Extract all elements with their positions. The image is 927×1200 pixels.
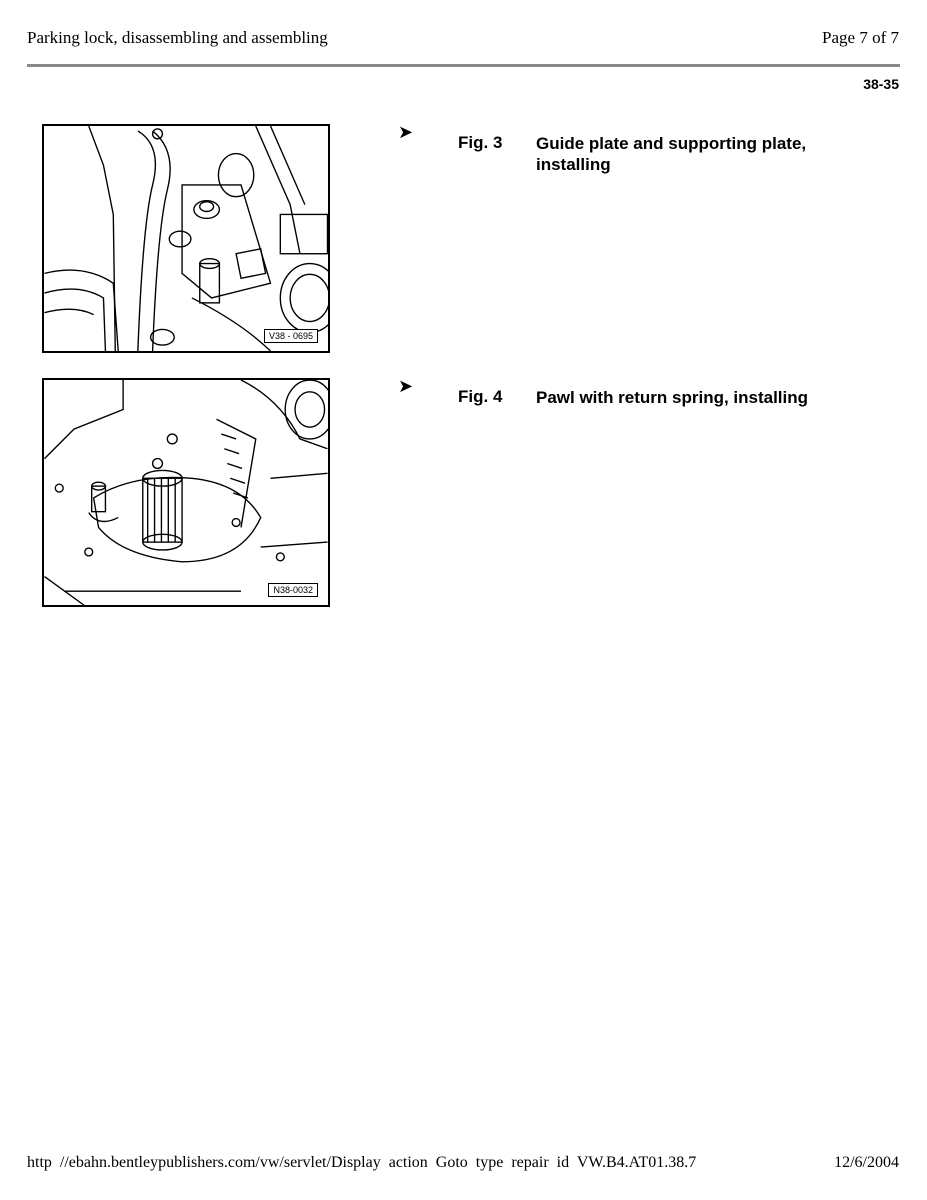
section-code: 38-35 [863,76,899,92]
figure-3-reference-tag: V38 - 0695 [264,329,318,343]
figure-3-caption: Guide plate and supporting plate, installing [536,134,807,174]
pointer-arrow-icon: ➤ [398,122,414,143]
figure-4-label: Fig. 4 [458,387,503,406]
header-title: Parking lock, disassembling and assembling [27,28,328,47]
figure-4-caption: Pawl with return spring, installing [536,388,809,407]
page-number: Page 7 of 7 [822,28,899,47]
figure-3-illustration [42,124,330,353]
pointer-arrow-icon: ➤ [398,376,414,397]
figure-4-illustration [42,378,330,607]
footer-url: http //ebahn.bentleypublishers.com/vw/servlet/Display action Goto type repair id VW.B4.AT01.38.7 [27,1154,697,1171]
header-divider [27,64,900,67]
figure-3-label: Fig. 3 [458,133,503,152]
footer-date: 12/6/2004 [834,1154,899,1171]
figure-4-reference-tag: N38-0032 [268,583,318,597]
